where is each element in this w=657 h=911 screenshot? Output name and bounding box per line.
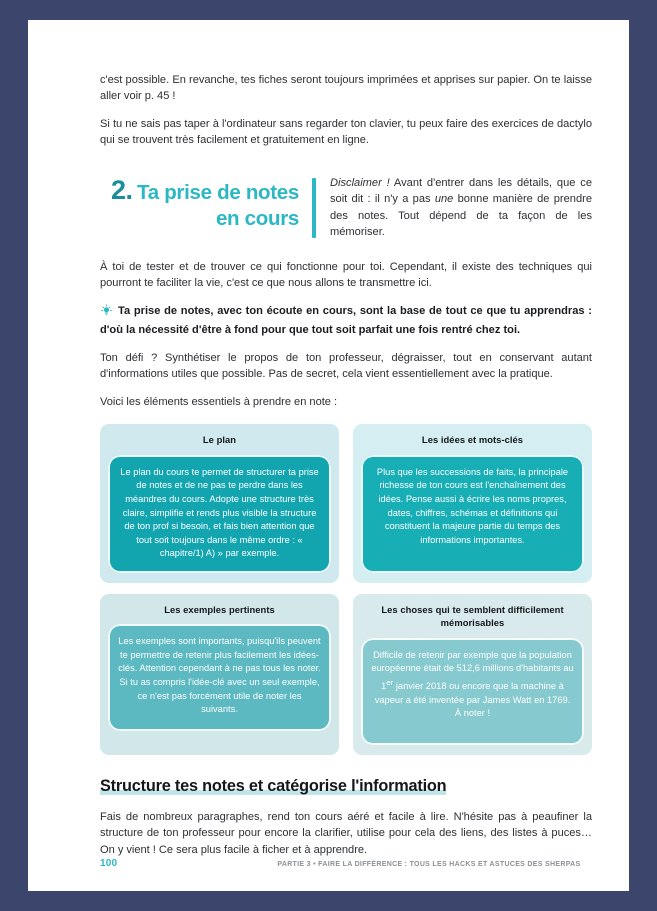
page-sheet xyxy=(28,20,629,891)
info-card-title: Les choses qui te semblent difficilement mémorisables xyxy=(381,603,564,629)
section-heading-text xyxy=(61,175,312,231)
disclaimer-block xyxy=(316,175,592,241)
info-card-title: Les exemples pertinents xyxy=(164,603,275,615)
info-card xyxy=(353,424,592,583)
info-card-grid xyxy=(100,424,592,755)
intro-paragraph-2: Si tu ne sais pas taper à l'ordinateur sans regarder ton clavier, tu peux faire des exercices de dactylo qui se trouvent très facilement et gratuitement en ligne. xyxy=(100,117,592,147)
challenge-paragraph: Ton défi ? Synthétiser le propos de ton professeur, dégraisser, tout en conservant autant d'informations utiles que possible. Pas de secret, cela vient essentiellement avec la pratique. xyxy=(100,352,592,381)
info-card-body: Les exemples sont importants, puisqu'ils peuvent te permettre de retenir plus facilement les idées-clés. Attention cependant à ne pas tous les noter. Si tu as compris l'idée-clé avec un seul exemple, ce n'est pas forcément utile de noter les suivants. xyxy=(108,624,331,731)
after-heading-paragraph: À toi de tester et de trouver ce qui fonctionne pour toi. Cependant, il existe des techniques qui pourront te faciliter la vie, c'est ce que nous allons te transmettre ici. xyxy=(100,261,592,290)
section-title-line1: Ta prise de notes xyxy=(137,180,299,204)
tip-callout xyxy=(100,303,592,339)
section-title-line2: en cours xyxy=(215,206,299,230)
tip-text: Ta prise de notes, avec ton écoute en cours, sont la base de tout ce que tu apprendras : d'où la nécessité d'être à fond pour que tout soit parfait une fois rentré chez toi. xyxy=(100,304,592,337)
section-heading xyxy=(100,175,592,241)
closing-paragraph: Fais de nombreux paragraphes, rend ton cours aéré et facile à lire. N'hésite pas à peaufiner la structure de ton professeur pour encore la clarifier, utilise pour cela des liens, des listes à puces… On y vient ! Ce sera plus facile à ficher et à apprendre. xyxy=(100,810,592,856)
subheading: Structure tes notes et catégorise l'information xyxy=(100,776,447,795)
info-card-title: Le plan xyxy=(202,434,237,446)
disclaimer-label: Disclaimer ! xyxy=(330,176,390,189)
page-footer xyxy=(100,858,581,869)
page-content xyxy=(100,72,592,858)
lead-in-paragraph: Voici les éléments essentiels à prendre en note : xyxy=(100,395,338,408)
info-card xyxy=(100,594,339,755)
page-number: 100 xyxy=(100,858,118,869)
info-card-body: Difficile de retenir par exemple que la population européenne était de 512,6 millions d'habitants au 1er janvier 2018 ou encore que la machine à vapeur a été inventée par James Watt en 1769. À noter ! xyxy=(361,638,584,745)
lightbulb-icon xyxy=(100,304,113,323)
info-card-body: Plus que les successions de faits, la principale richesse de ton cours est l'enchaînement des idées. Pense aussi à écrire les noms propres, dates, chiffres, schémas et définitions qui constituent la majeure partie du temps des informations importantes. xyxy=(361,455,584,573)
disclaimer-text-after: bonne manière de prendre des notes. Tout dépend de ta façon de les mémoriser. xyxy=(330,193,592,239)
info-card xyxy=(100,424,339,583)
info-card xyxy=(353,594,592,755)
disclaimer-text-before: Avant d'entrer dans les détails, que ce soit dit : il n'y a pas xyxy=(330,176,592,206)
subheading-wrapper xyxy=(100,777,592,796)
info-card-body: Le plan du cours te permet de structurer ta prise de notes et de ne pas te perdre dans les méandres du cours. Adopte une structure très claire, simplifie et rends plus visible la structure de ton prof si besoin, et fais bien attention que tout soit toujours dans le même ordre : « chapitre/1) A) » par exemple. xyxy=(108,455,331,573)
disclaimer-emphasis: une xyxy=(434,193,454,206)
info-card-title: Les idées et mots-clés xyxy=(421,434,524,446)
section-number: 2. xyxy=(111,174,133,205)
running-head: PARTIE 3 • FAIRE LA DIFFÉRENCE : TOUS LES HACKS ET ASTUCES DES SHERPAS xyxy=(277,859,581,868)
intro-paragraph-1: c'est possible. En revanche, tes fiches seront toujours imprimées et apprises sur papier. On te laisse aller voir p. 45 ! xyxy=(100,74,592,103)
